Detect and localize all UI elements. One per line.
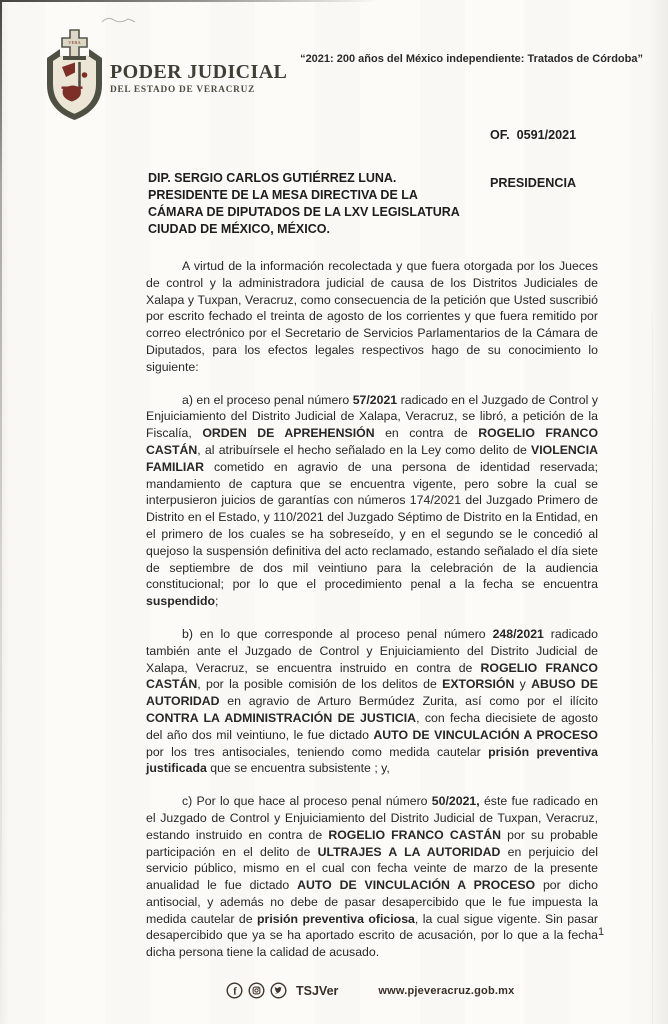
text-run: , la cual sigue vigente. Sin pasar desapercibido que ya se ha aportado escrito de acusación, por lo que a la fecha dicha persona tiene la calidad de acusado. bbox=[146, 911, 599, 960]
text-run-bold: prisión preventiva oficiosa bbox=[257, 911, 415, 926]
recipient-line: DIP. SERGIO CARLOS GUTIÉRREZ LUNA. bbox=[148, 171, 397, 185]
pen-mark bbox=[98, 12, 138, 28]
text-run: que se encuentra subsistente ; y, bbox=[206, 761, 390, 776]
body-paragraph bbox=[146, 793, 598, 961]
text-run-bold: EXTORSIÓN bbox=[442, 677, 515, 692]
body-paragraph bbox=[146, 626, 598, 777]
footer bbox=[226, 982, 514, 999]
text-run-bold: prisión preventiva justificada bbox=[146, 744, 598, 776]
logo-subtitle: DEL ESTADO DE VERACRUZ bbox=[110, 85, 256, 95]
coat-of-arms-icon bbox=[42, 28, 108, 124]
recipient-line: PRESIDENTE DE LA MESA DIRECTIVA DE LA bbox=[148, 188, 418, 202]
svg-text:VERA: VERA bbox=[68, 40, 81, 45]
text-run: por su probable participación en el delito de bbox=[146, 827, 598, 859]
text-run-bold: 57/2021 bbox=[352, 392, 398, 407]
document-motto: “2021: 200 años del México independiente: Tratados de Córdoba” bbox=[300, 53, 643, 65]
office-reference bbox=[490, 95, 576, 223]
text-run: éste fue radicado en el Juzgado de Control y Enjuiciamiento del Distrito Judicial de Tuxpan, Veracruz, estando instruido en contra de bbox=[146, 794, 598, 842]
text-run: y bbox=[514, 677, 532, 692]
text-run: por los tres antisociales, teniendo como medida cautelar bbox=[146, 744, 489, 759]
logo-text bbox=[110, 61, 288, 95]
office-title: PRESIDENCIA bbox=[490, 176, 577, 190]
text-run: , al atribuírsele el hecho señalado en la Ley como delito de bbox=[197, 442, 532, 457]
instagram-icon bbox=[248, 982, 265, 999]
text-run: ; bbox=[215, 594, 219, 609]
text-run: radicado también ante el Juzgado de Control y Enjuiciamiento del Distrito Judicial de Xalapa, Veracruz, se encuentra instruido en contra de bbox=[146, 626, 598, 675]
website-url: www.pjeveracruz.gob.mx bbox=[378, 984, 515, 997]
text-run-bold: 248/2021 bbox=[492, 626, 544, 641]
recipient-block bbox=[148, 170, 460, 238]
text-run: A virtud de la información recolectada y que fuera otorgada por los Jueces de control y la administradora judicial de causa de los Distritos Judiciales de Xalapa y Tuxpan, Veracruz, como consecuencia de la petición que Usted suscribió por escrito fechado el treinta de agosto de los corrientes y que fuera remitido por correo electrónico por el Secretario de Servicios Parlamentarios de la Cámara de Diputados, para los efectos legales respectivos hago de su conocimiento lo siguiente: bbox=[146, 259, 598, 374]
social-icons bbox=[226, 982, 287, 999]
body-paragraph bbox=[146, 392, 598, 610]
social-handle: TSJVer bbox=[296, 983, 339, 998]
text-run-bold: 50/2021, bbox=[431, 794, 480, 809]
recipient-line: CIUDAD DE MÉXICO, MÉXICO. bbox=[148, 222, 330, 236]
recipient-line: CÁMARA DE DIPUTADOS DE LA LXV LEGISLATURA bbox=[148, 205, 460, 219]
text-run-bold: AUTO DE VINCULACIÓN A PROCESO bbox=[297, 878, 536, 893]
text-run: c) Por lo que hace al proceso penal número bbox=[182, 794, 432, 809]
text-run: radicado en el Juzgado de Control y Enjuiciamiento del Distrito Judicial de Xalapa, Veracruz, se libró, a petición de la Fiscalía, bbox=[146, 392, 598, 441]
logo bbox=[42, 28, 288, 128]
text-run-bold: ROGELIO FRANCO CASTÁN bbox=[328, 827, 502, 842]
body-paragraph bbox=[146, 258, 598, 376]
logo-title: PODER JUDICIAL bbox=[110, 61, 288, 83]
scan-edge-right bbox=[652, 240, 653, 1024]
body-paragraphs bbox=[146, 258, 598, 977]
text-run-bold: AUTO DE VINCULACIÓN A PROCESO bbox=[373, 727, 598, 742]
facebook-icon bbox=[226, 982, 243, 999]
scan-edge-top bbox=[0, 0, 380, 2]
text-run-bold: ROGELIO FRANCO CASTÁN bbox=[146, 660, 598, 692]
text-run: en contra de bbox=[374, 426, 479, 441]
office-number: OF. 0591/2021 bbox=[490, 128, 577, 142]
twitter-icon bbox=[270, 982, 287, 999]
text-run-bold: suspendido bbox=[146, 594, 216, 609]
text-run-bold: ULTRAJES A LA AUTORIDAD bbox=[317, 844, 501, 859]
text-run-bold: ABUSO DE AUTORIDAD bbox=[146, 677, 598, 709]
text-run: en perjuicio del servicio público, mismo en el cual con fecha veinte de marzo de la presente anualidad le fue dictado bbox=[146, 844, 598, 893]
text-run: , con fecha diecisiete de agosto del año dos mil veintiuno, le fue dictado bbox=[146, 710, 598, 742]
page-number: 1 bbox=[598, 926, 605, 938]
text-run-bold: VIOLENCIA FAMILIAR bbox=[146, 442, 598, 474]
scan-edge-left bbox=[0, 0, 2, 1024]
text-run: cometido en agravio de una persona de identidad reservada; mandamiento de captura que se encuentra vigente, pero sobre la cual se interpusieron juicios de garantías con números 174/2021 del Juzgado Primero de Distrito en el Estado, y 110/2021 del Juzgado Séptimo de Distrito en la Entidad, en el primero de los cuales se ha sobreseído, y en el segundo se le concedió al quejoso la suspensión definitiva del acto reclamado, estando señalado el día siete de septiembre de dos mil veintiuno para la celebración de la audiencia constitucional; por lo que el procedimiento penal a la fecha se encuentra bbox=[146, 459, 598, 592]
text-run: a) en el proceso penal número bbox=[182, 392, 353, 407]
svg-text:f: f bbox=[233, 986, 237, 998]
text-run: por dicho antisocial, y además no debe de pasar desapercibido que le fue impuesta la medida cautelar de bbox=[146, 878, 598, 926]
text-run: en agravio de Arturo Bermúdez Zurita, así como por el ilícito bbox=[219, 694, 598, 709]
text-run-bold: ORDEN DE APREHENSIÓN bbox=[202, 426, 375, 441]
text-run-bold: CONTRA LA ADMINISTRACIÓN DE JUSTICIA bbox=[146, 710, 417, 725]
text-run: , por la posible comisión de los delitos de bbox=[197, 677, 443, 692]
text-run-bold: ROGELIO FRANCO CASTÁN bbox=[146, 426, 599, 457]
text-run: b) en lo que corresponde al proceso penal número bbox=[182, 626, 493, 641]
